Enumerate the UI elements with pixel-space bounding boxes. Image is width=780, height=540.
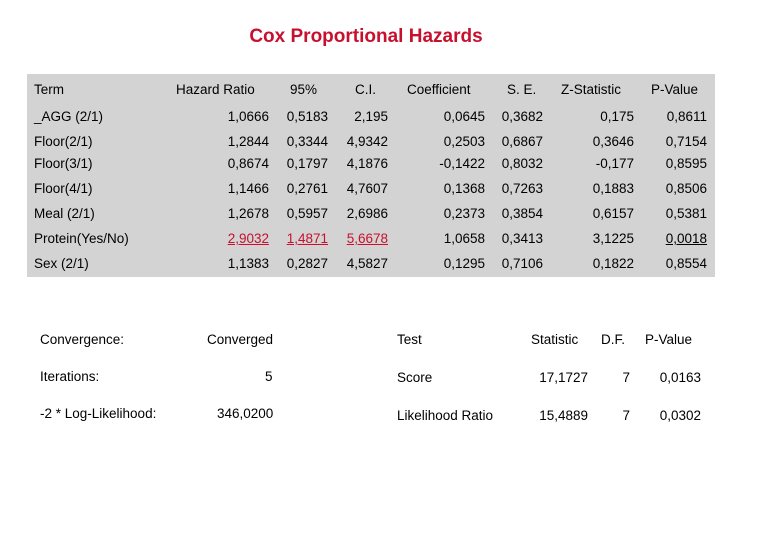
row-hazard-ratio: 1,1466 — [227, 181, 269, 196]
tests-row-name: Likelihood Ratio — [397, 408, 494, 423]
header-coefficient: Coefficient — [407, 82, 471, 97]
row-coefficient: -0,1422 — [439, 156, 485, 171]
row-hazard-ratio: 1,0666 — [227, 109, 269, 124]
row-p-value: 0,8554 — [665, 256, 707, 271]
convergence-value: Converged — [207, 332, 274, 347]
header-z-statistic: Z-Statistic — [561, 82, 622, 97]
page-title: Cox Proportional Hazards — [249, 26, 483, 47]
row-z-statistic: 0,175 — [600, 109, 634, 124]
header-hazard-ratio: Hazard Ratio — [176, 82, 255, 97]
row-term: Protein(Yes/No) — [34, 231, 129, 246]
row-term: Meal (2/1) — [34, 206, 95, 221]
row-coefficient: 0,0645 — [443, 109, 485, 124]
loglik-value: 346,0200 — [217, 406, 274, 421]
row-p-value: 0,5381 — [665, 206, 707, 221]
tests-header-p-value: P-Value — [645, 332, 693, 347]
row-ci-upper-significant: 5,6678 — [346, 231, 388, 246]
iterations-value: 5 — [265, 369, 273, 384]
row-coefficient: 0,1368 — [443, 181, 485, 196]
results-table — [27, 74, 715, 277]
row-z-statistic: -0,177 — [595, 156, 634, 171]
row-se: 0,6867 — [501, 134, 543, 149]
row-hazard-ratio: 1,2678 — [227, 206, 269, 221]
tests-row-df: 7 — [622, 408, 630, 423]
row-ci-lower: 0,1797 — [286, 156, 328, 171]
row-z-statistic: 0,1822 — [592, 256, 634, 271]
header-se: S. E. — [507, 82, 537, 97]
row-ci-lower: 0,3344 — [286, 134, 328, 149]
tests-header-test: Test — [397, 332, 422, 347]
convergence-label: Convergence: — [40, 332, 125, 347]
row-coefficient: 0,1295 — [443, 256, 485, 271]
row-coefficient: 1,0658 — [443, 231, 485, 246]
row-term: _AGG (2/1) — [34, 109, 104, 124]
tests-row-statistic: 15,4889 — [539, 408, 588, 423]
row-se: 0,3854 — [501, 206, 543, 221]
iterations-label: Iterations: — [40, 369, 100, 384]
header-term: Term — [34, 82, 64, 97]
row-ci-upper: 4,7607 — [346, 181, 388, 196]
row-ci-lower: 0,5957 — [286, 206, 328, 221]
row-term: Sex (2/1) — [34, 256, 89, 271]
tests-row-name: Score — [397, 370, 433, 385]
row-term: Floor(2/1) — [34, 134, 93, 149]
row-p-value: 0,7154 — [665, 134, 707, 149]
row-ci-upper: 4,9342 — [346, 134, 388, 149]
row-hazard-ratio-significant: 2,9032 — [227, 231, 269, 246]
row-z-statistic: 0,1883 — [592, 181, 634, 196]
loglik-label: -2 * Log-Likelihood: — [40, 406, 157, 421]
row-coefficient: 0,2373 — [443, 206, 485, 221]
header-95-percent: 95% — [290, 82, 318, 97]
row-z-statistic: 3,1225 — [592, 231, 634, 246]
tests-row-p-value: 0,0163 — [659, 370, 701, 385]
row-p-value: 0,8506 — [665, 181, 707, 196]
row-ci-upper: 4,5827 — [346, 256, 388, 271]
row-z-statistic: 0,3646 — [592, 134, 634, 149]
row-ci-lower: 0,2827 — [286, 256, 328, 271]
row-hazard-ratio: 0,8674 — [227, 156, 269, 171]
tests-header-statistic: Statistic — [531, 332, 579, 347]
tests-header-df: D.F. — [601, 332, 626, 347]
header-p-value: P-Value — [651, 82, 699, 97]
tests-row-df: 7 — [622, 370, 630, 385]
row-p-value: 0,8611 — [666, 109, 707, 124]
row-hazard-ratio: 1,2844 — [227, 134, 269, 149]
row-ci-lower: 0,5183 — [286, 109, 328, 124]
tests-row-statistic: 17,1727 — [539, 370, 588, 385]
row-p-value-significant: 0,0018 — [665, 231, 707, 246]
row-se: 0,3682 — [501, 109, 543, 124]
row-se: 0,8032 — [501, 156, 543, 171]
row-ci-upper: 4,1876 — [346, 156, 388, 171]
tests-row-p-value: 0,0302 — [659, 408, 701, 423]
row-ci-upper: 2,6986 — [346, 206, 388, 221]
row-se: 0,7106 — [501, 256, 543, 271]
row-p-value: 0,8595 — [665, 156, 707, 171]
row-z-statistic: 0,6157 — [592, 206, 634, 221]
row-term: Floor(3/1) — [34, 156, 93, 171]
row-se: 0,7263 — [501, 181, 543, 196]
row-ci-lower: 0,2761 — [286, 181, 328, 196]
row-se: 0,3413 — [501, 231, 543, 246]
row-term: Floor(4/1) — [34, 181, 93, 196]
row-coefficient: 0,2503 — [443, 134, 485, 149]
row-ci-lower-significant: 1,4871 — [286, 231, 328, 246]
row-hazard-ratio: 1,1383 — [227, 256, 269, 271]
header-ci: C.I. — [355, 82, 377, 97]
row-ci-upper: 2,195 — [354, 109, 388, 124]
